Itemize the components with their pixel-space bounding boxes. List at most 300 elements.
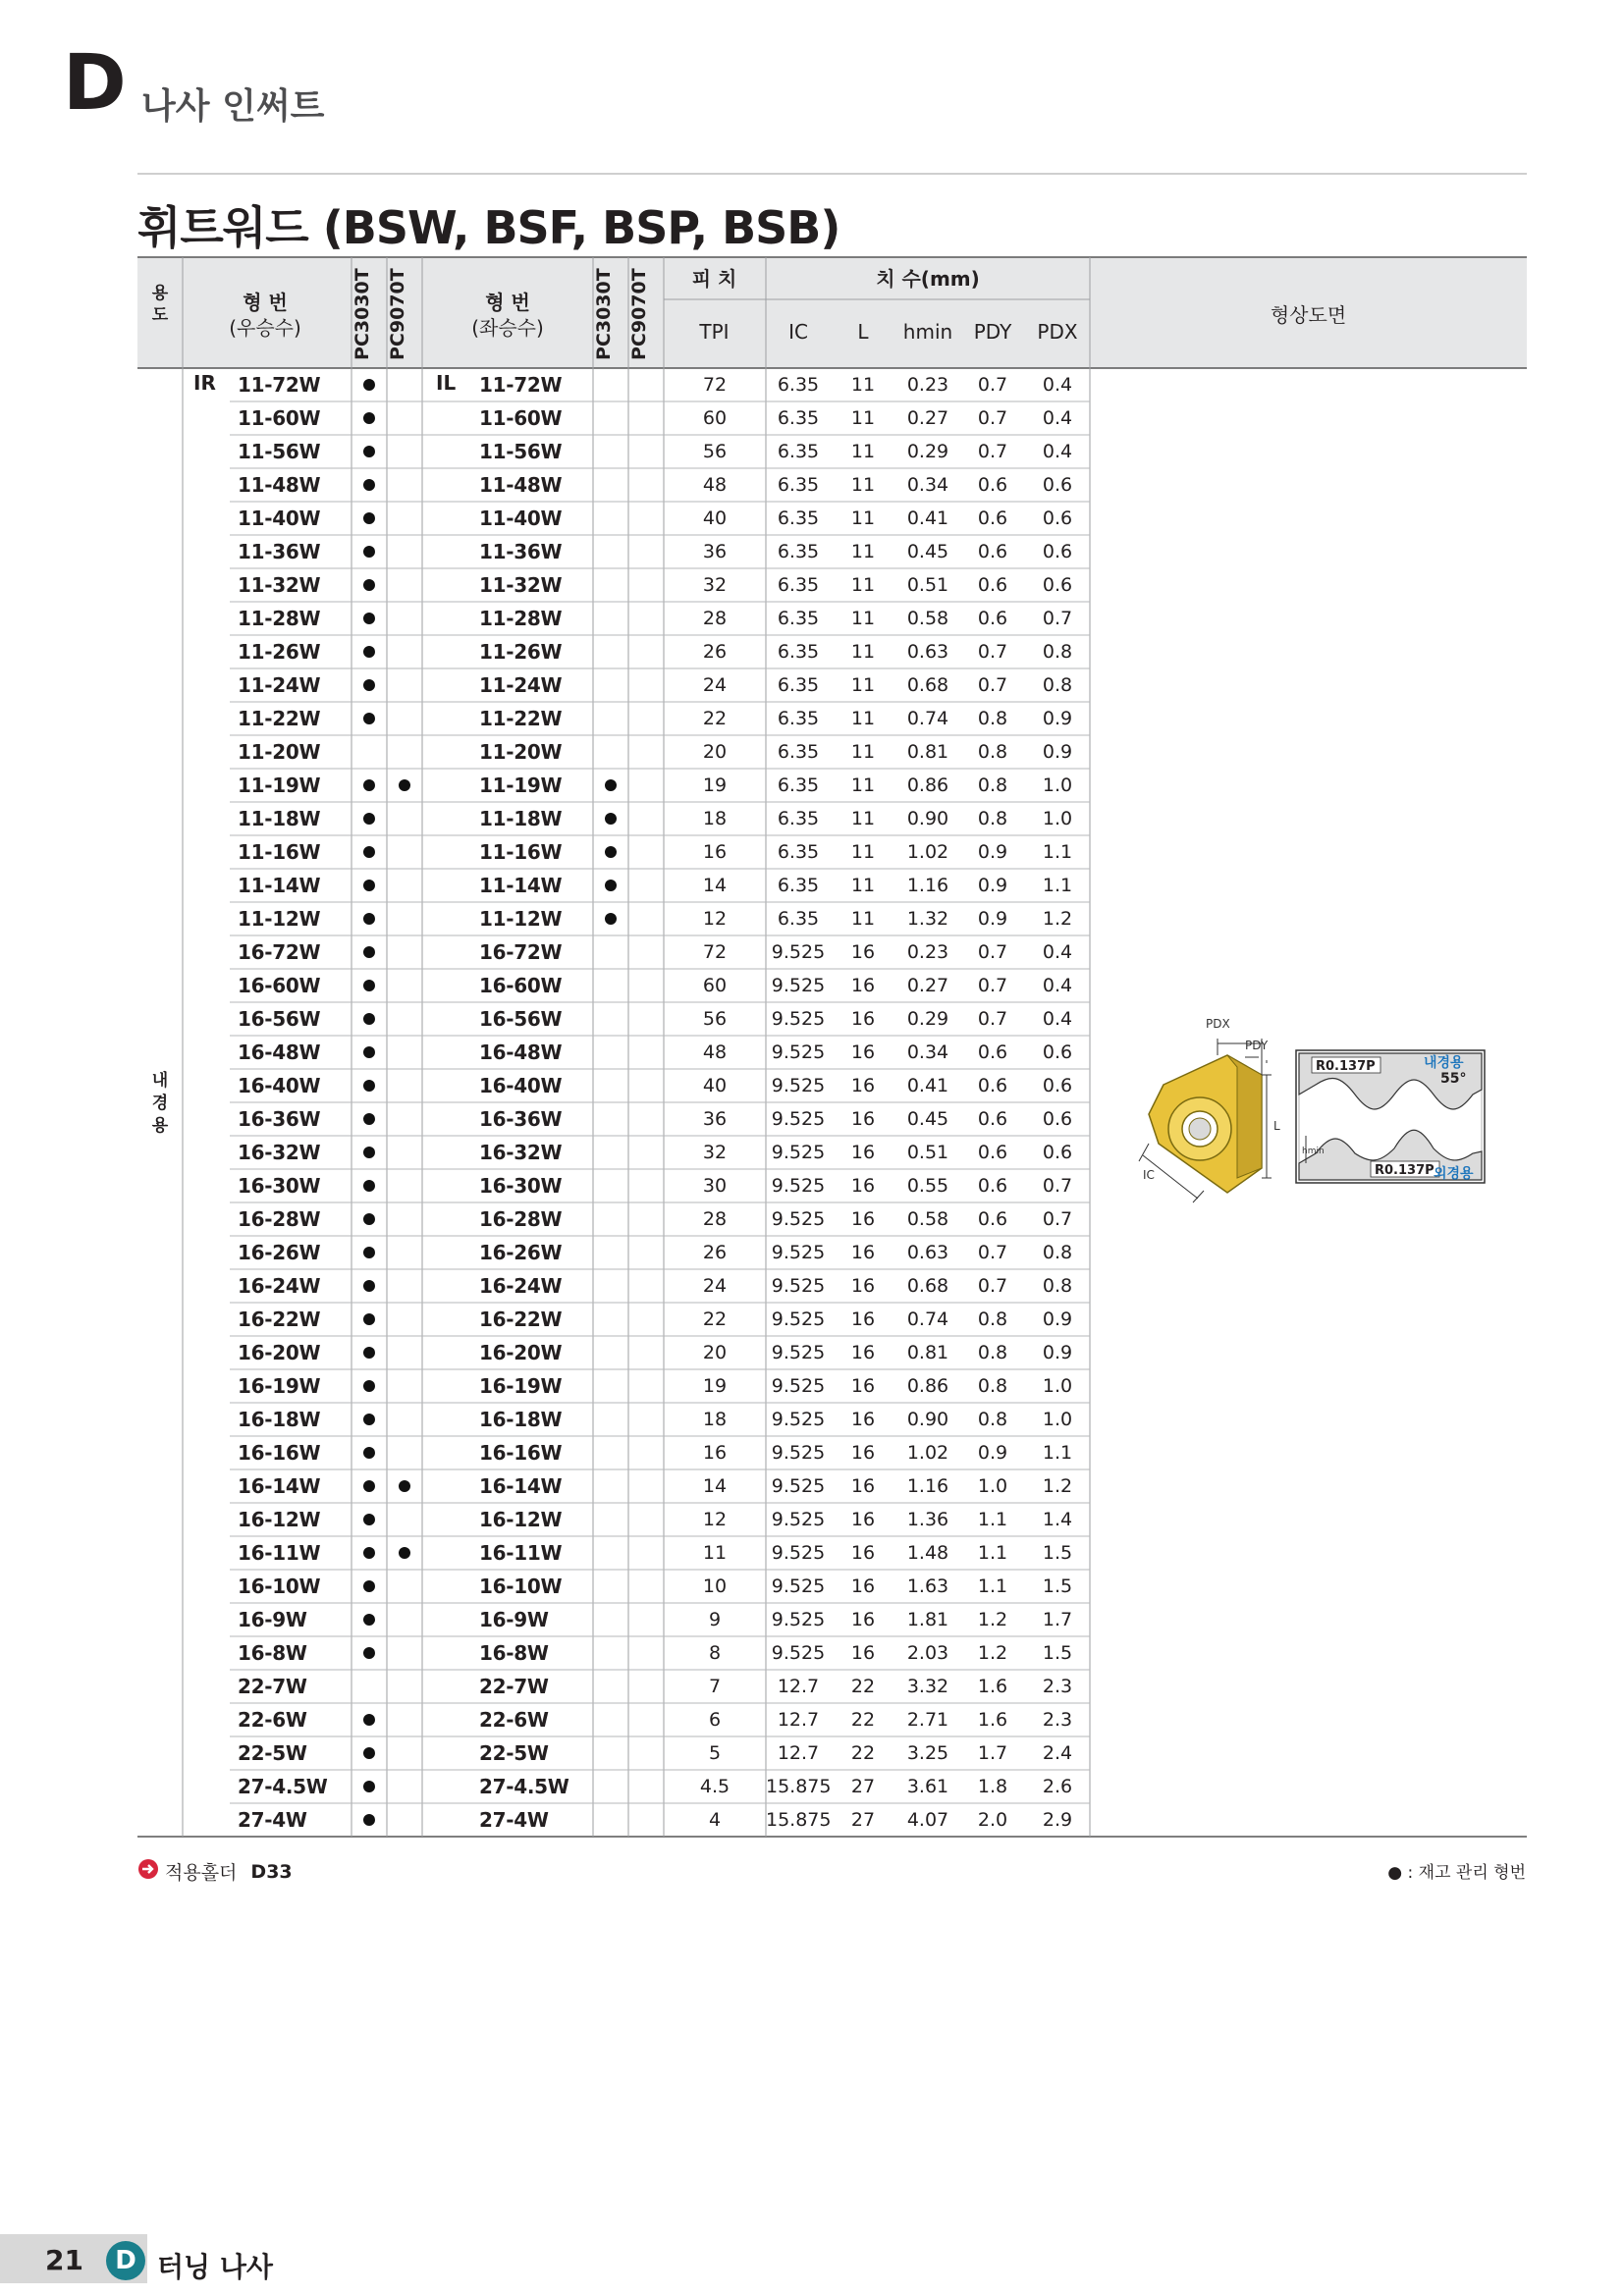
model-right-code: 16-18W [238, 1408, 321, 1431]
use-label-internal: 내 경 용 [151, 1071, 169, 1136]
tpi-value: 16 [702, 1442, 728, 1464]
stock-dot [363, 1313, 375, 1325]
l-value: 16 [850, 1375, 876, 1397]
model-left-code: 16-18W [479, 1408, 563, 1431]
pdx-value: 1.0 [1042, 1375, 1073, 1397]
tpi-value: 18 [702, 1409, 728, 1430]
hmin-value: 0.27 [906, 975, 949, 996]
model-right-code: 22-7W [238, 1675, 307, 1698]
hmin-value: 0.51 [906, 574, 949, 596]
il-tag: IL [436, 371, 457, 395]
stock-dot [363, 1580, 375, 1592]
l-value: 27 [850, 1776, 876, 1797]
hmin-value: 0.41 [906, 507, 949, 529]
stock-dot [605, 813, 617, 825]
hmin-value: 0.58 [906, 1208, 949, 1230]
hmin-value: 0.74 [906, 708, 949, 729]
tpi-value: 16 [702, 841, 728, 863]
tpi-value: 60 [702, 407, 728, 429]
stock-dot [363, 1347, 375, 1359]
header-model-left-sub: (좌승수) [471, 316, 544, 340]
ic-value: 9.525 [771, 1008, 826, 1030]
model-right-code: 11-36W [238, 540, 321, 563]
tpi-value: 11 [702, 1542, 728, 1564]
header-grade-pc3030t: PC3030T [352, 268, 373, 360]
header-pdy: PDY [973, 320, 1012, 344]
pdy-value: 0.7 [977, 1275, 1008, 1297]
pdx-value: 1.0 [1042, 808, 1073, 829]
header-use: 용 도 [151, 284, 169, 325]
tpi-value: 40 [702, 507, 728, 529]
header-divider [137, 173, 1527, 175]
pdx-value: 0.8 [1042, 1275, 1073, 1297]
header-tpi: TPI [699, 320, 730, 344]
tpi-value: 48 [702, 1041, 728, 1063]
l-value: 11 [850, 507, 876, 529]
model-right-code: 16-8W [238, 1641, 307, 1665]
pdy-value: 1.8 [977, 1776, 1008, 1797]
model-right-code: 16-22W [238, 1308, 321, 1331]
model-right-code: 16-16W [238, 1441, 321, 1465]
model-right-code: 11-32W [238, 573, 321, 597]
model-right-code: 11-19W [238, 774, 321, 797]
stock-dot [363, 1447, 375, 1459]
stock-dot [363, 1781, 375, 1792]
pdy-value: 1.6 [977, 1676, 1008, 1697]
tpi-value: 4 [708, 1809, 722, 1831]
l-value: 27 [850, 1809, 876, 1831]
model-left-code: 11-16W [479, 840, 563, 864]
model-right-code: 16-40W [238, 1074, 321, 1097]
model-right-code: 16-72W [238, 940, 321, 964]
hmin-value: 2.71 [906, 1709, 949, 1731]
model-right-code: 11-14W [238, 874, 321, 897]
hmin-value: 0.68 [906, 674, 949, 696]
ic-value: 9.525 [771, 1375, 826, 1397]
header-ic: IC [788, 320, 808, 344]
pdy-value: 0.8 [977, 1342, 1008, 1363]
svg-text:내경용: 내경용 [1424, 1055, 1464, 1071]
tpi-value: 30 [702, 1175, 728, 1197]
pdy-value: 1.1 [977, 1575, 1008, 1597]
hmin-value: 0.23 [906, 941, 949, 963]
stock-dot [363, 679, 375, 691]
ic-value: 9.525 [771, 1542, 826, 1564]
model-left-code: 11-36W [479, 540, 563, 563]
pdy-value: 0.9 [977, 875, 1008, 896]
pdx-value: 1.0 [1042, 774, 1073, 796]
l-value: 11 [850, 674, 876, 696]
l-value: 16 [850, 1075, 876, 1096]
pdy-value: 0.7 [977, 407, 1008, 429]
header-grade-pc9070t: PC9070T [387, 268, 408, 360]
svg-text:R0.137P: R0.137P [1316, 1059, 1376, 1074]
stock-legend: ● : 재고 관리 형번 [1387, 1863, 1526, 1883]
model-left-code: 11-72W [479, 373, 563, 397]
stock-dot [363, 1080, 375, 1092]
thread-insert-diagram [1119, 1006, 1502, 1212]
pdy-value: 0.8 [977, 808, 1008, 829]
hmin-value: 0.81 [906, 1342, 949, 1363]
l-value: 16 [850, 975, 876, 996]
model-right-code: 11-22W [238, 707, 321, 730]
pdx-value: 1.2 [1042, 1475, 1073, 1497]
model-left-code: 16-56W [479, 1007, 563, 1031]
hmin-value: 1.63 [906, 1575, 949, 1597]
l-value: 16 [850, 1642, 876, 1664]
pdy-value: 1.0 [977, 1475, 1008, 1497]
l-value: 16 [850, 1008, 876, 1030]
ic-value: 6.35 [777, 374, 820, 396]
ic-value: 6.35 [777, 541, 820, 562]
ic-value: 6.35 [777, 407, 820, 429]
stock-dot [363, 479, 375, 491]
hmin-value: 0.45 [906, 541, 949, 562]
model-left-code: 16-28W [479, 1207, 563, 1231]
model-right-code: 11-48W [238, 473, 321, 497]
ic-value: 9.525 [771, 1575, 826, 1597]
ic-value: 9.525 [771, 1609, 826, 1630]
pdy-value: 0.6 [977, 608, 1008, 629]
ir-tag: IR [193, 371, 216, 395]
model-left-code: 16-22W [479, 1308, 563, 1331]
ic-value: 6.35 [777, 875, 820, 896]
stock-dot [363, 779, 375, 791]
hmin-value: 2.03 [906, 1642, 949, 1664]
tpi-value: 8 [708, 1642, 722, 1664]
pdy-value: 0.7 [977, 941, 1008, 963]
model-left-code: 16-10W [479, 1575, 563, 1598]
tpi-value: 72 [702, 941, 728, 963]
tpi-value: 36 [702, 1108, 728, 1130]
stock-dot [363, 412, 375, 424]
hmin-value: 0.34 [906, 1041, 949, 1063]
pdy-value: 1.2 [977, 1609, 1008, 1630]
l-value: 16 [850, 1609, 876, 1630]
l-value: 16 [850, 1308, 876, 1330]
ic-value: 12.7 [777, 1676, 820, 1697]
model-right-code: 16-20W [238, 1341, 321, 1364]
tpi-value: 6 [708, 1709, 722, 1731]
ic-value: 9.525 [771, 1208, 826, 1230]
stock-dot [605, 913, 617, 925]
l-value: 11 [850, 574, 876, 596]
stock-dot [399, 1547, 410, 1559]
model-right-code: 11-40W [238, 507, 321, 530]
model-right-code: 16-11W [238, 1541, 321, 1565]
ic-value: 9.525 [771, 1509, 826, 1530]
pdy-value: 0.6 [977, 541, 1008, 562]
stock-dot [363, 446, 375, 457]
pdx-value: 1.1 [1042, 841, 1073, 863]
hmin-value: 0.45 [906, 1108, 949, 1130]
stock-dot [363, 1714, 375, 1726]
pdx-value: 1.5 [1042, 1575, 1073, 1597]
model-left-code: 11-24W [479, 673, 563, 697]
stock-dot [363, 1547, 375, 1559]
tpi-value: 26 [702, 1242, 728, 1263]
pdy-value: 1.1 [977, 1509, 1008, 1530]
ic-value: 6.35 [777, 708, 820, 729]
model-left-code: 11-14W [479, 874, 563, 897]
hmin-value: 0.81 [906, 741, 949, 763]
ic-value: 9.525 [771, 1142, 826, 1163]
model-right-code: 11-18W [238, 807, 321, 830]
hmin-value: 1.32 [906, 908, 949, 930]
pdx-value: 1.1 [1042, 875, 1073, 896]
model-right-code: 11-16W [238, 840, 321, 864]
pdy-value: 0.6 [977, 507, 1008, 529]
model-left-code: 11-48W [479, 473, 563, 497]
ic-value: 15.875 [766, 1776, 832, 1797]
stock-dot [363, 1814, 375, 1826]
model-left-code: 11-32W [479, 573, 563, 597]
header-model-right-sub: (우승수) [229, 316, 301, 340]
model-right-code: 16-12W [238, 1508, 321, 1531]
ic-value: 9.525 [771, 1275, 826, 1297]
header-grade-pc3030t-left: PC3030T [593, 268, 615, 360]
stock-dot [363, 1747, 375, 1759]
stock-dot [363, 379, 375, 391]
model-right-code: 16-9W [238, 1608, 307, 1631]
l-value: 16 [850, 1509, 876, 1530]
hmin-value: 0.86 [906, 774, 949, 796]
stock-dot [399, 779, 410, 791]
pdx-value: 2.3 [1042, 1676, 1073, 1697]
l-value: 16 [850, 1342, 876, 1363]
stock-dot [363, 579, 375, 591]
l-value: 11 [850, 374, 876, 396]
hmin-value: 0.41 [906, 1075, 949, 1096]
tpi-value: 12 [702, 1509, 728, 1530]
model-right-code: 11-72W [238, 373, 321, 397]
model-left-code: 16-72W [479, 940, 563, 964]
model-right-code: 27-4W [238, 1808, 307, 1832]
hmin-value: 1.81 [906, 1609, 949, 1630]
tpi-value: 22 [702, 708, 728, 729]
model-left-code: 16-24W [479, 1274, 563, 1298]
model-left-code: 11-60W [479, 406, 563, 430]
stock-dot [363, 1614, 375, 1626]
hmin-value: 4.07 [906, 1809, 949, 1831]
pdy-value: 0.6 [977, 1142, 1008, 1163]
stock-dot [363, 546, 375, 558]
tpi-value: 19 [702, 1375, 728, 1397]
model-left-code: 16-30W [479, 1174, 563, 1198]
stock-dot [363, 1514, 375, 1525]
hmin-value: 0.55 [906, 1175, 949, 1197]
section-letter: D [63, 39, 127, 128]
hmin-value: 0.63 [906, 641, 949, 663]
stock-dot [363, 913, 375, 925]
pdy-value: 0.7 [977, 975, 1008, 996]
l-value: 16 [850, 1142, 876, 1163]
hmin-value: 1.16 [906, 1475, 949, 1497]
ic-value: 9.525 [771, 1409, 826, 1430]
tpi-value: 56 [702, 1008, 728, 1030]
model-left-code: 11-22W [479, 707, 563, 730]
pdx-value: 0.6 [1042, 541, 1073, 562]
stock-dot [363, 846, 375, 858]
holder-ref[interactable]: D33 [250, 1860, 293, 1883]
tpi-value: 20 [702, 1342, 728, 1363]
hmin-value: 1.02 [906, 1442, 949, 1464]
ic-value: 6.35 [777, 774, 820, 796]
hmin-value: 1.48 [906, 1542, 949, 1564]
model-right-code: 11-26W [238, 640, 321, 664]
pdx-value: 0.7 [1042, 1208, 1073, 1230]
tpi-value: 14 [702, 875, 728, 896]
l-value: 11 [850, 808, 876, 829]
model-right-code: 11-24W [238, 673, 321, 697]
ic-value: 12.7 [777, 1742, 820, 1764]
model-right-code: 22-5W [238, 1741, 307, 1765]
ic-value: 9.525 [771, 1108, 826, 1130]
stock-dot [363, 512, 375, 524]
tpi-value: 24 [702, 1275, 728, 1297]
stock-dot [363, 1647, 375, 1659]
model-left-code: 11-18W [479, 807, 563, 830]
header-l: L [857, 320, 869, 344]
stock-dot [363, 880, 375, 891]
stock-dot [605, 779, 617, 791]
tpi-value: 4.5 [699, 1776, 731, 1797]
model-right-code: 16-30W [238, 1174, 321, 1198]
arrow-circle-icon [137, 1858, 159, 1885]
pdy-value: 2.0 [977, 1809, 1008, 1831]
pdy-value: 0.6 [977, 1175, 1008, 1197]
pdy-value: 0.6 [977, 474, 1008, 496]
tpi-value: 20 [702, 741, 728, 763]
pdx-value: 2.6 [1042, 1776, 1073, 1797]
l-value: 11 [850, 441, 876, 462]
pdy-value: 1.2 [977, 1642, 1008, 1664]
l-value: 16 [850, 1542, 876, 1564]
tpi-value: 26 [702, 641, 728, 663]
ic-value: 12.7 [777, 1709, 820, 1731]
hmin-value: 3.61 [906, 1776, 949, 1797]
tpi-value: 48 [702, 474, 728, 496]
pdx-value: 0.8 [1042, 641, 1073, 663]
tpi-value: 22 [702, 1308, 728, 1330]
header-pitch: 피 치 [691, 267, 737, 291]
model-left-code: 16-12W [479, 1508, 563, 1531]
pdy-value: 0.8 [977, 708, 1008, 729]
model-left-code: 16-8W [479, 1641, 549, 1665]
pdy-value: 0.9 [977, 1442, 1008, 1464]
pdy-value: 0.6 [977, 574, 1008, 596]
pdy-value: 0.9 [977, 908, 1008, 930]
pdx-value: 0.4 [1042, 407, 1073, 429]
svg-text:외경용: 외경용 [1434, 1166, 1474, 1182]
header-dimensions: 치 수(mm) [876, 267, 980, 291]
model-right-code: 16-10W [238, 1575, 321, 1598]
model-left-code: 16-60W [479, 974, 563, 997]
hmin-value: 0.74 [906, 1308, 949, 1330]
pdy-value: 0.6 [977, 1108, 1008, 1130]
model-right-code: 16-60W [238, 974, 321, 997]
l-value: 16 [850, 1475, 876, 1497]
hmin-value: 3.32 [906, 1676, 949, 1697]
pdx-value: 0.9 [1042, 1342, 1073, 1363]
l-value: 11 [850, 641, 876, 663]
l-value: 16 [850, 1041, 876, 1063]
tpi-value: 28 [702, 1208, 728, 1230]
pdx-value: 1.5 [1042, 1542, 1073, 1564]
ic-value: 9.525 [771, 1642, 826, 1664]
tpi-value: 72 [702, 374, 728, 396]
l-value: 16 [850, 941, 876, 963]
model-left-code: 27-4.5W [479, 1775, 569, 1798]
ic-value: 6.35 [777, 808, 820, 829]
model-left-code: 11-40W [479, 507, 563, 530]
pdy-value: 0.8 [977, 774, 1008, 796]
section-badge: D [106, 2241, 145, 2280]
hmin-value: 1.02 [906, 841, 949, 863]
model-right-code: 11-60W [238, 406, 321, 430]
model-right-code: 16-24W [238, 1274, 321, 1298]
stock-dot [605, 846, 617, 858]
tpi-value: 19 [702, 774, 728, 796]
pdy-value: 0.8 [977, 1308, 1008, 1330]
l-value: 11 [850, 608, 876, 629]
model-right-code: 11-20W [238, 740, 321, 764]
tpi-value: 18 [702, 808, 728, 829]
pdy-value: 1.1 [977, 1542, 1008, 1564]
pdx-value: 0.6 [1042, 1041, 1073, 1063]
pdx-value: 0.9 [1042, 708, 1073, 729]
ic-value: 9.525 [771, 1308, 826, 1330]
model-right-code: 11-28W [238, 607, 321, 630]
ic-value: 9.525 [771, 1442, 826, 1464]
model-left-code: 11-19W [479, 774, 563, 797]
model-right-code: 16-48W [238, 1041, 321, 1064]
tpi-value: 7 [708, 1676, 722, 1697]
tpi-value: 40 [702, 1075, 728, 1096]
l-value: 11 [850, 541, 876, 562]
ic-value: 6.35 [777, 441, 820, 462]
ic-value: 9.525 [771, 1175, 826, 1197]
pdx-value: 0.8 [1042, 1242, 1073, 1263]
l-value: 16 [850, 1275, 876, 1297]
pdy-value: 0.7 [977, 1242, 1008, 1263]
pdy-value: 0.6 [977, 1075, 1008, 1096]
stock-dot [363, 1247, 375, 1258]
pdx-value: 0.4 [1042, 975, 1073, 996]
ic-value: 9.525 [771, 941, 826, 963]
model-left-code: 16-9W [479, 1608, 549, 1631]
holder-label: 적용홀더 [165, 1862, 238, 1884]
ic-value: 6.35 [777, 474, 820, 496]
pdy-value: 0.7 [977, 441, 1008, 462]
model-right-code: 11-56W [238, 440, 321, 463]
svg-text:L: L [1273, 1119, 1280, 1133]
hmin-value: 0.90 [906, 1409, 949, 1430]
page-title: 휘트워드 (BSW, BSF, BSP, BSB) [137, 201, 840, 254]
pdx-value: 0.4 [1042, 441, 1073, 462]
pdy-value: 0.8 [977, 1409, 1008, 1430]
tpi-value: 12 [702, 908, 728, 930]
pdx-value: 0.8 [1042, 674, 1073, 696]
model-left-code: 11-28W [479, 607, 563, 630]
pdx-value: 0.6 [1042, 474, 1073, 496]
header-model-left: 형 번 [485, 291, 530, 314]
stock-dot [363, 1280, 375, 1292]
ic-value: 6.35 [777, 908, 820, 930]
applicable-holder-ref[interactable] [137, 1858, 293, 1885]
ic-value: 9.525 [771, 975, 826, 996]
stock-dot [363, 613, 375, 624]
